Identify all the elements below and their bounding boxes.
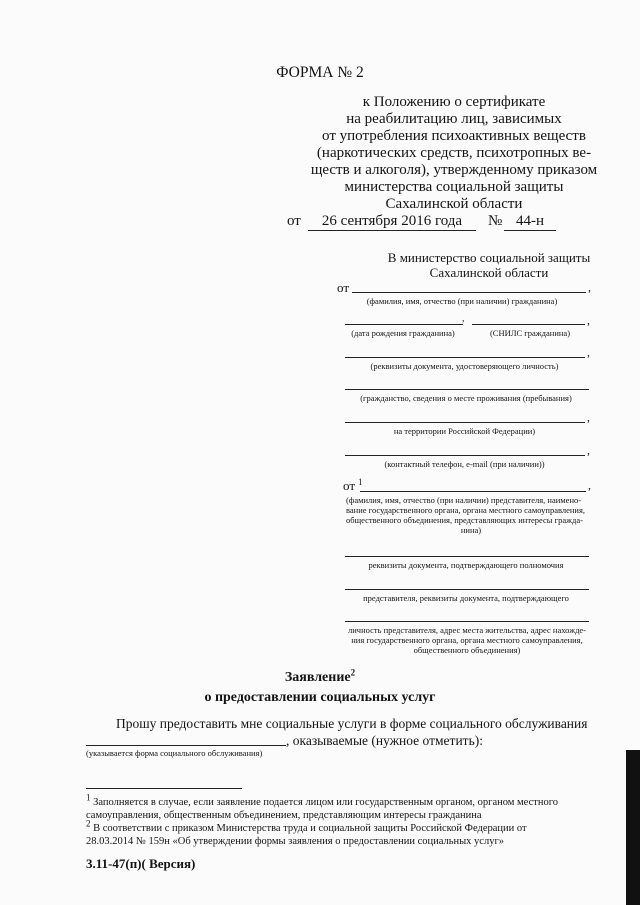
fio-caption: (фамилия, имя, отчество (при наличии) гражданина) — [366, 296, 558, 306]
rep-address-line: общественного объединения) — [413, 645, 521, 655]
comma: , — [587, 410, 590, 424]
addressee-line: В министерство социальной защиты — [387, 250, 591, 265]
form-title: ФОРМА № 2 — [276, 64, 364, 81]
footnote-mark: 1 — [86, 792, 91, 803]
authority-field-line[interactable] — [345, 556, 589, 557]
footnote-text: В соответствии с приказом Министерства труда и социальной защиты Российской Федерации от — [93, 823, 527, 834]
footnote-text: 28.03.2014 № 159н «Об утверждении формы заявления о предоставлении социальных услуг» — [86, 836, 505, 847]
citizenship-caption: (гражданство, сведения о месте проживания (пребывания) — [360, 393, 572, 403]
header-line: на реабилитацию лиц, зависимых — [346, 111, 562, 127]
comma: , — [587, 313, 590, 327]
id-doc-field-line[interactable] — [345, 357, 585, 358]
fio-field-line[interactable] — [352, 292, 586, 293]
order-number: 44-н — [504, 213, 556, 231]
footnote-mark: 2 — [86, 818, 91, 829]
footnote-item — [86, 818, 586, 848]
rep-from-label: от $^1$ — [343, 476, 363, 493]
birth-caption: (дата рождения гражданина) — [351, 328, 455, 338]
rep-caption-line: вание государственного органа, органа местного самоуправления, — [346, 505, 586, 515]
rep-address-line: ния государственного органа, органа местного самоуправления, — [351, 635, 583, 645]
statement-subtitle: о предоставлении социальных услуг — [204, 690, 436, 705]
rep-doc-caption: представителя, реквизиты документа, подтверждающего — [363, 593, 569, 603]
snils-field-line[interactable] — [472, 324, 585, 325]
rep-caption-line: нина) — [460, 525, 482, 535]
service-form-caption: (указывается форма социального обслуживания) — [86, 748, 263, 758]
footnote-item — [86, 792, 586, 822]
comma: , — [587, 345, 590, 359]
scan-artifact — [626, 750, 640, 905]
rep-caption — [346, 495, 596, 535]
service-form-field-line[interactable] — [86, 745, 286, 746]
from-label: от — [337, 280, 350, 295]
rep-field-line[interactable] — [360, 491, 586, 492]
territory-caption: на территории Российской Федерации) — [393, 426, 536, 436]
footnote-ref: 2 — [350, 667, 356, 678]
contact-caption: (контактный телефон, e-mail (при наличии)) — [384, 459, 545, 469]
rep-caption-line: общественного объединения, представляющих интересы гражда- — [346, 515, 583, 525]
footnote-ref: 1 — [358, 476, 363, 487]
comma: , — [587, 443, 590, 457]
contact-field-line[interactable] — [345, 455, 585, 456]
header-line: (наркотических средств, психотропных ве- — [316, 145, 592, 161]
header-line: от употребления психоактивных веществ — [322, 128, 586, 144]
rep-address-line: личность представителя, адрес места жительства, адрес нахожде- — [348, 625, 586, 635]
footnote-text: самоуправления, общественным объединением, представляющим интересы гражданина — [86, 810, 482, 821]
comma: , — [588, 280, 591, 294]
territory-field-line[interactable] — [345, 422, 585, 423]
statement-body-line: , оказываемые (нужное отметить): — [286, 733, 483, 748]
birth-date-field-line[interactable] — [345, 324, 463, 325]
header-line: ществ и алкоголя), утвержденному приказом — [310, 162, 598, 178]
statement-title: Заявление$^2$ — [284, 667, 356, 685]
comma: , — [462, 313, 465, 324]
date-prefix: от — [287, 213, 301, 229]
page-code: 3.11-47(п)( Версия) — [86, 856, 196, 871]
comma: , — [588, 478, 591, 492]
footnote-text: Заполняется в случае, если заявление подается лицом или государственным органом, органом местного — [93, 797, 559, 808]
id-doc-caption: (реквизиты документа, удостоверяющего личность) — [370, 361, 559, 371]
rep-address-field-line[interactable] — [345, 621, 589, 622]
header-line: к Положению о сертификате — [362, 94, 546, 110]
rep-caption-line: (фамилия, имя, отчество (при наличии) представителя, наимено- — [346, 495, 582, 505]
footnote-separator — [86, 788, 242, 789]
authority-caption: реквизиты документа, подтверждающего полномочия — [368, 560, 564, 570]
number-prefix: № — [488, 213, 503, 229]
header-line: министерства социальной защиты — [344, 179, 564, 195]
footnotes — [86, 792, 586, 848]
snils-caption: (СНИЛС гражданина) — [489, 328, 571, 338]
citizenship-field-line[interactable] — [345, 389, 589, 390]
rep-address-caption — [342, 625, 592, 655]
header-block — [268, 94, 640, 213]
order-date: 26 сентября 2016 года — [308, 213, 476, 231]
rep-doc-field-line[interactable] — [345, 589, 589, 590]
addressee-line: Сахалинской области — [429, 265, 549, 280]
header-line: Сахалинской области — [385, 196, 523, 212]
addressee — [370, 250, 608, 280]
statement-body-line: Прошу предоставить мне социальные услуги в форме социального обслуживания — [116, 716, 588, 731]
